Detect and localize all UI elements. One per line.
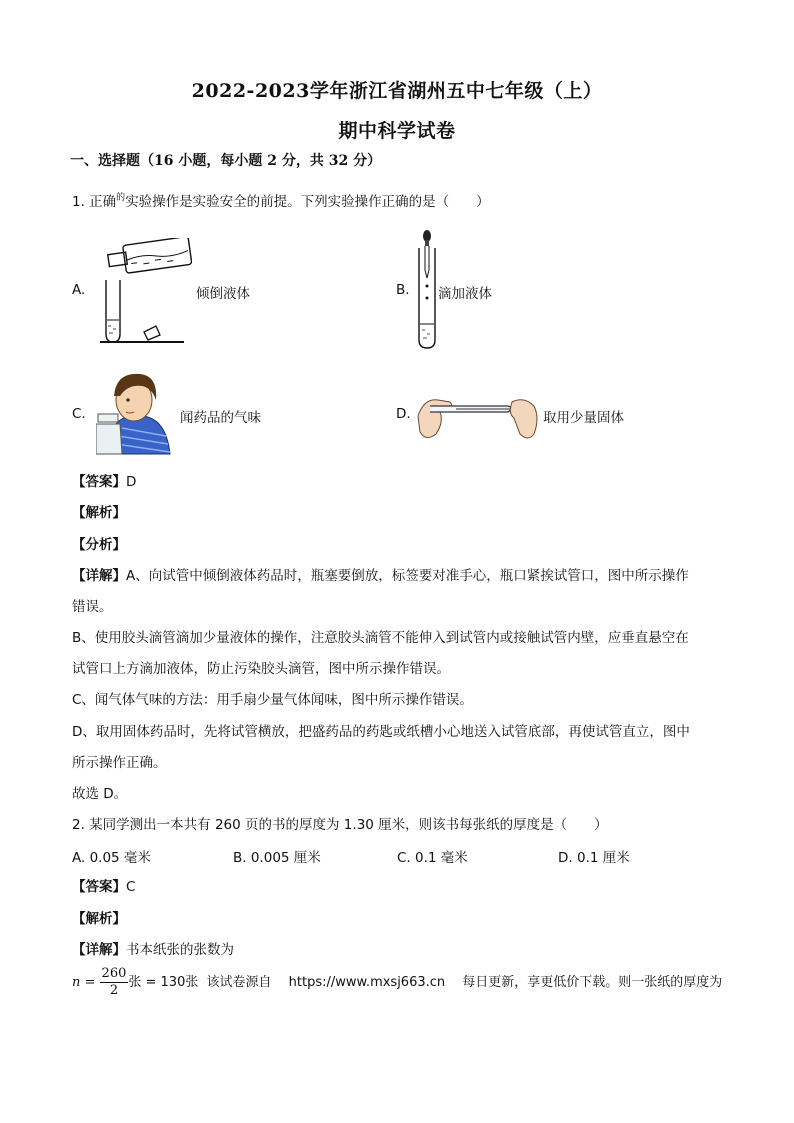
q2-tail-text: 该试卷源自 https://www.mxsj663.cn 每日更新，享更低价下载。则一张纸的厚度为 (206, 975, 723, 990)
q1-option-a-letter: A. (72, 282, 86, 298)
q1-detail-line-2: 错误。 (72, 599, 113, 615)
q1-detail-line-8: 故选 D。 (72, 786, 128, 802)
formula-fraction: $\frac{260}{2}$ (101, 966, 127, 998)
q1-detail-line-5: C、闻气体气味的方法：用手扇少量气体闻味，图中所示操作错误。 (72, 692, 473, 708)
q1-detail-line-1: 【详解】A、向试管中倾倒液体药品时，瓶塞要倒放，标签要对准手心，瓶口紧挨试管口，图中所示操作 (72, 568, 689, 584)
pouring-liquid-illustration (96, 238, 192, 346)
q1-option-c-letter: C. (72, 406, 86, 422)
q1-option-b-letter: B. (396, 282, 410, 298)
q1-option-c-caption: 闻药品的气味 (180, 410, 261, 426)
q1-option-b-caption: 滴加液体 (438, 286, 492, 302)
q1-detail-line-7: 所示操作正确。 (72, 755, 167, 771)
q1-analysis-tag: 【解析】 (72, 505, 126, 521)
q1-option-d-letter: D. (396, 406, 411, 422)
formula-lhs: n = (72, 975, 96, 990)
q1-answer: 【答案】D (72, 474, 137, 490)
q1-detail-line-6: D、取用固体药品时，先将试管横放，把盛药品的药匙或纸槽小心地送入试管底部，再使试管直立，图中 (72, 724, 690, 740)
section-heading: 一、选择题（16 小题，每小题 2 分，共 32 分） (70, 153, 382, 169)
q2-option-b: B. 0.005 厘米 (233, 850, 321, 866)
q1-detail-line-4: 试管口上方滴加液体，防止污染胶头滴管，图中所示操作错误。 (72, 661, 450, 677)
q1-detail-line-3: B、使用胶头滴管滴加少量液体的操作，注意胶头滴管不能伸入到试管内或接触试管内壁，应垂直悬空在 (72, 630, 689, 646)
exam-title-line1: 2022-2023学年浙江省湖州五中七年级（上） (191, 80, 603, 102)
smelling-child-illustration (96, 366, 176, 456)
exam-title-line2: 期中科学试卷 (338, 120, 456, 142)
q2-stem: 2. 某同学测出一本共有 260 页的书的厚度为 1.30 厘米，则该书每张纸的厚度是（ ） (72, 817, 608, 833)
q2-answer: 【答案】C (72, 879, 136, 895)
q2-option-a: A. 0.05 毫米 (72, 850, 151, 866)
solid-into-tube-illustration (416, 388, 540, 444)
q2-detail: 【详解】书本纸张的张数为 (72, 942, 234, 958)
q2-analysis-tag: 【解析】 (72, 911, 126, 927)
q2-formula-line (72, 966, 722, 1000)
q1-option-a-caption: 倾倒液体 (196, 286, 250, 302)
q2-option-d: D. 0.1 厘米 (558, 850, 630, 866)
q1-stem: 1. 正确$^的$实验操作是实验安全的前提。下列实验操作正确的是（ ） (72, 193, 490, 210)
q1-fenxi-tag: 【分析】 (72, 537, 126, 553)
q1-option-d-caption: 取用少量固体 (543, 410, 624, 426)
q2-option-c: C. 0.1 毫米 (397, 850, 468, 866)
formula-rhs: 张 = 130张 (128, 975, 199, 990)
